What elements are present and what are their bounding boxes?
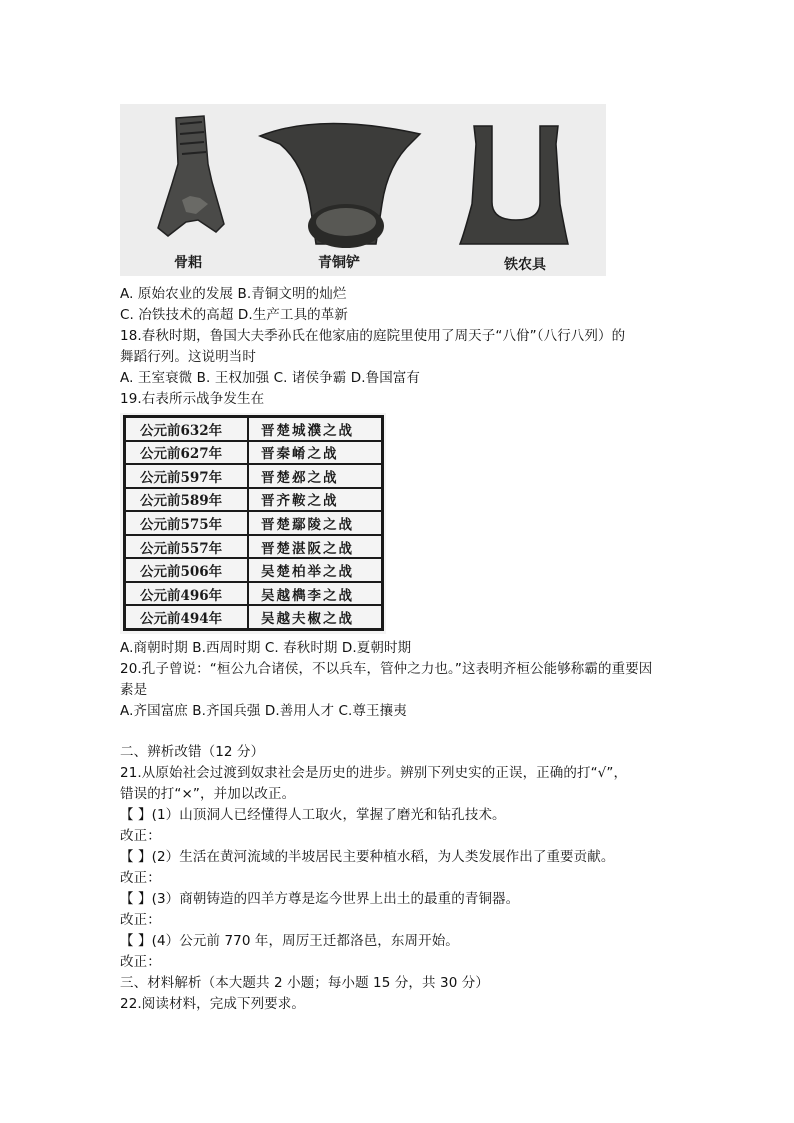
section3-heading: 三、材料解析（本大题共 2 小题；每小题 15 分，共 30 分） xyxy=(120,975,489,991)
q19-options: A.商朝时期 B.西周时期 C. 春秋时期 D.夏朝时期 xyxy=(120,640,412,656)
battles-table-image xyxy=(120,413,386,634)
q21-item-4: 【 】(4）公元前 770 年，周厉王迁都洛邑，东周开始。 xyxy=(120,933,459,949)
table-row xyxy=(125,582,382,606)
q21-correction-label: 改正： xyxy=(120,828,161,844)
battle-year: 公元前575年 xyxy=(125,511,248,535)
battle-year: 公元前557年 xyxy=(125,535,248,559)
tools-illustration xyxy=(120,104,606,276)
q17-options-line2: C. 冶铁技术的高超 D.生产工具的革新 xyxy=(120,307,348,323)
q21-correction-label: 改正： xyxy=(120,954,161,970)
battle-year: 公元前496年 xyxy=(125,582,248,606)
q20-stem-line1: 20.孔子曾说：“桓公九合诸侯，不以兵车，管仲之力也。”这表明齐桓公能够称霸的重要因 xyxy=(120,661,653,677)
battle-name: 晋楚城濮之战 xyxy=(248,417,382,441)
table-row xyxy=(125,441,382,465)
table-row xyxy=(125,488,382,512)
battle-name: 吴越檇李之战 xyxy=(248,582,382,606)
caption-iron-tool: 铁农具 xyxy=(504,257,546,273)
table-row xyxy=(125,558,382,582)
q21-stem-line1: 21.从原始社会过渡到奴隶社会是历史的进步。辨别下列史实的正误，正确的打“√”， xyxy=(120,765,628,781)
battle-name: 吴楚柏举之战 xyxy=(248,558,382,582)
section2-heading: 二、辨析改错（12 分） xyxy=(120,744,265,760)
q21-item-2: 【 】(2）生活在黄河流域的半坡居民主要种植水稻，为人类发展作出了重要贡献。 xyxy=(120,849,615,865)
q22-stem: 22.阅读材料，完成下列要求。 xyxy=(120,996,305,1012)
q17-options-line1: A. 原始农业的发展 B.青铜文明的灿烂 xyxy=(120,286,347,302)
battle-year: 公元前632年 xyxy=(125,417,248,441)
table-row xyxy=(125,535,382,559)
caption-bone-spade: 骨耜 xyxy=(174,255,202,271)
battle-name: 晋楚邲之战 xyxy=(248,464,382,488)
battle-year: 公元前494年 xyxy=(125,605,248,629)
battle-year: 公元前506年 xyxy=(125,558,248,582)
q20-stem-line2: 素是 xyxy=(120,682,148,698)
battle-name: 晋楚鄢陵之战 xyxy=(248,511,382,535)
q21-correction-label: 改正： xyxy=(120,912,161,928)
q19-stem: 19.右表所示战争发生在 xyxy=(120,391,265,407)
q21-correction-label: 改正： xyxy=(120,870,161,886)
battle-name: 晋齐鞍之战 xyxy=(248,488,382,512)
battles-table xyxy=(123,415,384,631)
battle-year: 公元前627年 xyxy=(125,441,248,465)
battle-year: 公元前597年 xyxy=(125,464,248,488)
battle-name: 晋楚湛阪之战 xyxy=(248,535,382,559)
battle-name: 吴越夫椒之战 xyxy=(248,605,382,629)
table-row xyxy=(125,417,382,441)
caption-bronze-spade: 青铜铲 xyxy=(318,255,360,271)
q21-item-3: 【 】(3）商朝铸造的四羊方尊是迄今世界上出土的最重的青铜器。 xyxy=(120,891,520,907)
q21-stem-line2: 错误的打“×”，并加以改正。 xyxy=(120,786,296,802)
battle-year: 公元前589年 xyxy=(125,488,248,512)
q21-item-1: 【 】(1）山顶洞人已经懂得人工取火，掌握了磨光和钻孔技术。 xyxy=(120,807,506,823)
table-row xyxy=(125,511,382,535)
farming-tools-photo xyxy=(120,104,606,276)
table-row xyxy=(125,605,382,629)
q18-stem-line1: 18.春秋时期，鲁国大夫季孙氏在他家庙的庭院里使用了周天子“八佾”（八行八列）的 xyxy=(120,328,626,344)
battle-name: 晋秦崤之战 xyxy=(248,441,382,465)
table-row xyxy=(125,464,382,488)
q18-options: A. 王室衰微 B. 王权加强 C. 诸侯争霸 D.鲁国富有 xyxy=(120,370,420,386)
q20-options: A.齐国富庶 B.齐国兵强 D.善用人才 C.尊王攘夷 xyxy=(120,703,407,719)
q18-stem-line2: 舞蹈行列。这说明当时 xyxy=(120,349,256,365)
